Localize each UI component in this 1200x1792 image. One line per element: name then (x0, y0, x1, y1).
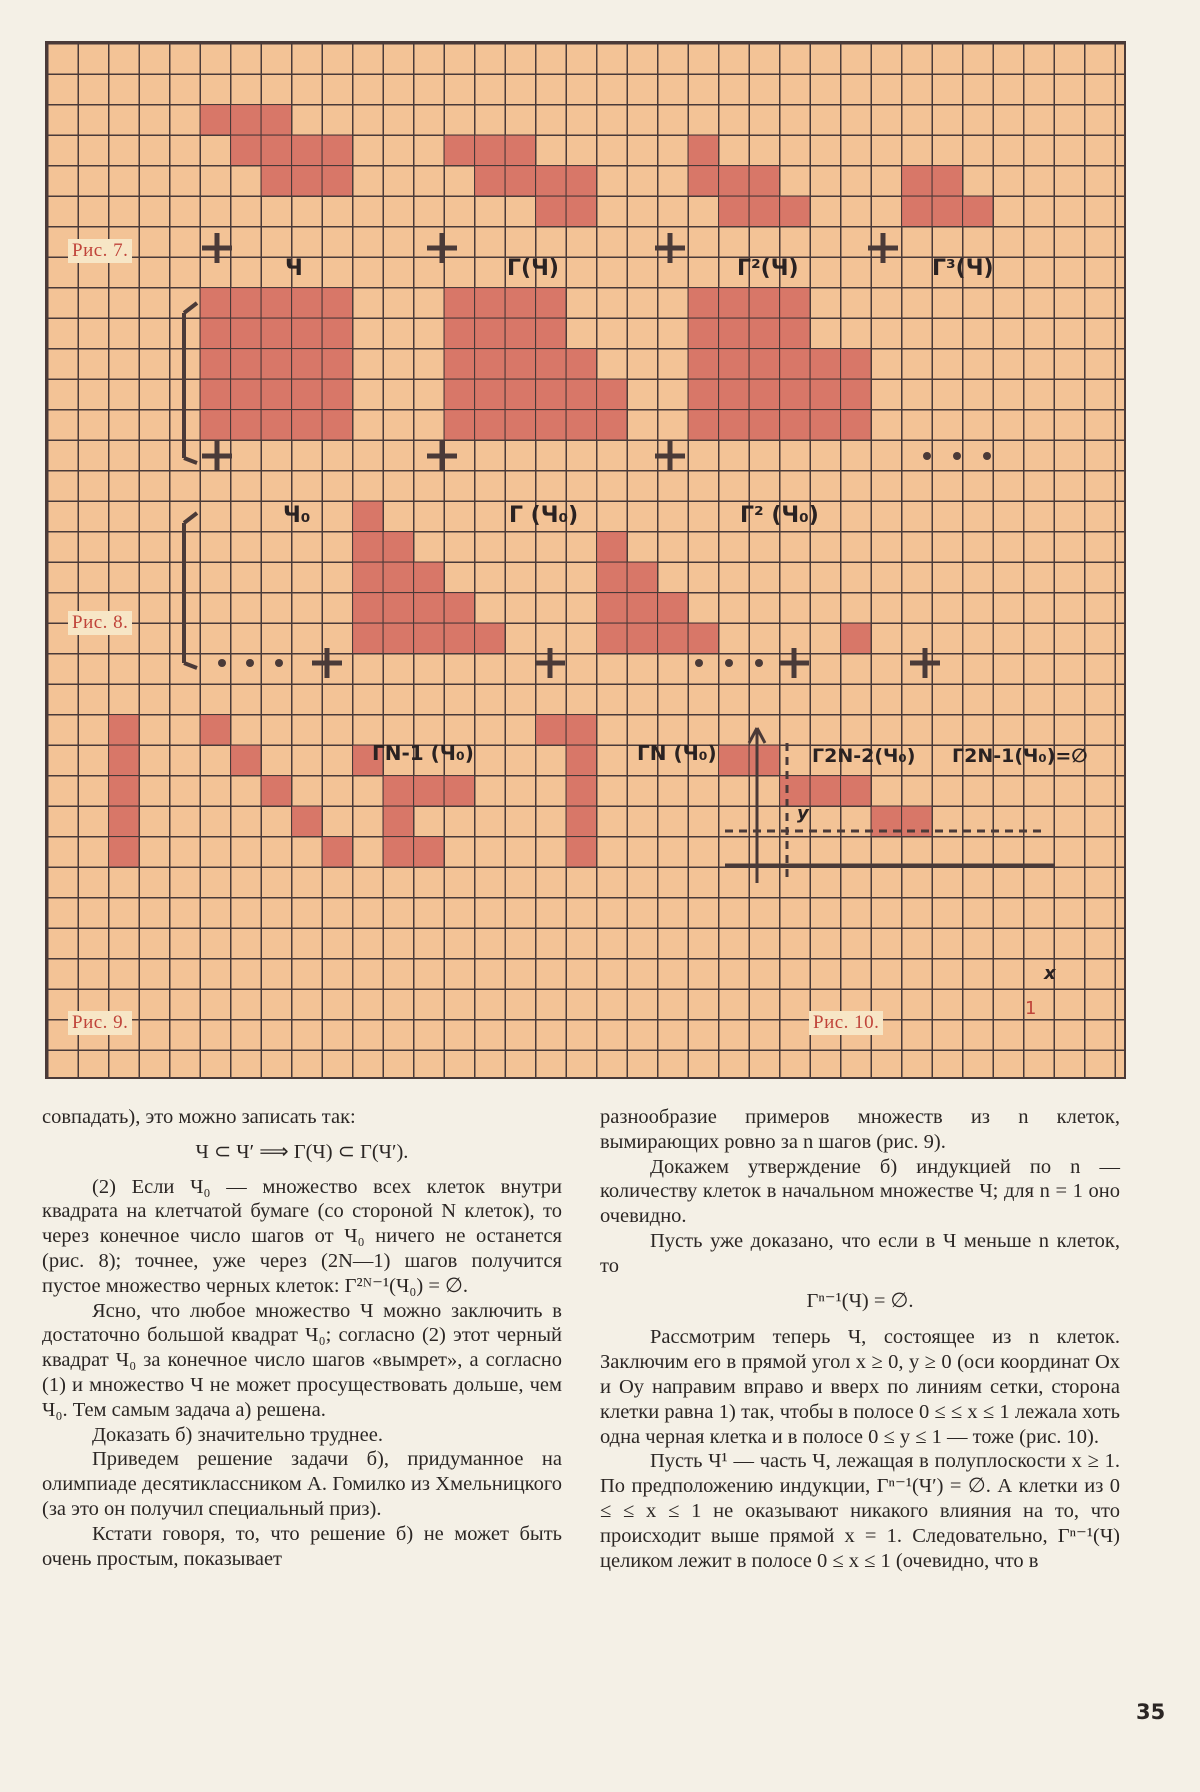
fig8-gn-1-cell (384, 563, 414, 593)
fig8-ch0-cell (292, 288, 322, 318)
fig8-ch0-cell (231, 410, 261, 440)
fig8-gn-1-cell (414, 593, 444, 623)
origin-mark (779, 648, 809, 678)
origin-mark (427, 441, 457, 471)
caption-fig8: Рис. 8. (68, 611, 132, 635)
fig7-ch-cell (262, 166, 292, 196)
ellipsis-dot (983, 452, 991, 460)
fig8-g-ch0-cell (536, 288, 566, 318)
fig9-cell (201, 715, 231, 745)
fig8-g-ch0-cell (506, 349, 536, 379)
fig10-cell (750, 746, 780, 776)
fig8-gn-1-cell (384, 532, 414, 562)
fig8-gn-1-cell (353, 563, 383, 593)
left-para-6: Кстати говоря, то, что решение б) не может быть очень простым, показывает (42, 1522, 562, 1570)
fig8-g2-ch0-cell (719, 380, 749, 410)
fig8-g-ch0-cell (536, 410, 566, 440)
ellipsis-dot (725, 659, 733, 667)
left-column (42, 1105, 562, 1571)
fig7-g-cell (445, 136, 475, 166)
label-ch: Ч (285, 256, 303, 281)
fig8-gn-1-cell (414, 624, 444, 654)
fig8-g-ch0-cell (475, 288, 505, 318)
fig8-ch0-cell (262, 288, 292, 318)
fig8-gn-cell (597, 593, 627, 623)
fig8-gn-cell (597, 624, 627, 654)
fig8-ch0-cell (262, 319, 292, 349)
fig9-cell (567, 807, 597, 837)
fig8-ch0-cell (323, 410, 353, 440)
fig8-g-ch0-cell (445, 410, 475, 440)
fig8-g-ch0-cell (536, 319, 566, 349)
origin-mark (655, 233, 685, 263)
brace (184, 513, 197, 523)
fig8-g2-ch0-cell (780, 319, 810, 349)
fig8-gn-cell (628, 624, 658, 654)
fig9-cell (384, 807, 414, 837)
fig9-cell (567, 746, 597, 776)
label-gn-ch0: ГN (Ч₀) (637, 741, 717, 765)
label-g2-ch0: Г² (Ч₀) (740, 503, 819, 528)
fig8-gn-1-cell (445, 593, 475, 623)
fig7-g3-cell (902, 197, 932, 227)
left-para-4: Доказать б) значительно труднее. (92, 1423, 383, 1446)
fig8-g-ch0-cell (506, 288, 536, 318)
origin-mark (427, 233, 457, 263)
fig7-g-cell (536, 197, 566, 227)
fig7-g3-cell (933, 166, 963, 196)
fig8-ch0-cell (231, 319, 261, 349)
fig8-gn-cell (689, 624, 719, 654)
fig8-g-ch0-cell (475, 349, 505, 379)
fig8-g2-ch0-cell (750, 349, 780, 379)
fig7-ch-cell (323, 166, 353, 196)
right-para-2: Пусть уже доказано, что если в Ч меньше n клеток, то (600, 1229, 1120, 1277)
fig7-ch-cell (231, 136, 261, 166)
fig8-g2-ch0-cell (780, 288, 810, 318)
fig7-ch-cell (231, 105, 261, 135)
fig8-ch0-cell (201, 410, 231, 440)
label-g2n-1-ch0: Г2N-1(Ч₀)=∅ (952, 745, 1088, 767)
fig8-g2-ch0-cell (811, 380, 841, 410)
axis-y-label: y (797, 803, 809, 824)
right-para-0: разнообразие примеров множеств из n клеток, вымирающих ровно за n шагов (рис. 9). (600, 1106, 1120, 1153)
right-para-4: Рассмотрим теперь Ч, состоящее из n клеток. Заключим его в прямой угол x ≥ 0, y ≥ 0 (оси координат Ox и Oy направим вправо и вверх по линиям сетки, сторона клетки равна 1) так, чтобы в полосе 0 ≤ ≤ x ≤ 1 лежала хоть одна черная клетка и в полосе 0 ≤ y ≤ 1 — тоже (рис. 10). (600, 1326, 1120, 1448)
origin-mark (910, 648, 940, 678)
fig10-cell (780, 776, 810, 806)
fig8-ch0-cell (292, 380, 322, 410)
ellipsis-dot (218, 659, 226, 667)
ellipsis-dot (695, 659, 703, 667)
fig8-g-ch0-cell (445, 380, 475, 410)
brace (184, 458, 197, 463)
fig8-g-ch0-cell (445, 349, 475, 379)
fig8-ch0-cell (231, 380, 261, 410)
fig8-gn-1-cell (353, 624, 383, 654)
fig7-ch-cell (262, 136, 292, 166)
fig8-g-ch0-cell (506, 319, 536, 349)
fig9-cell (567, 837, 597, 867)
fig8-g2-ch0-cell (689, 410, 719, 440)
fig9-cell (567, 776, 597, 806)
fig9-cell (109, 807, 139, 837)
label-ch0: Ч₀ (283, 503, 311, 528)
fig9-cell (414, 837, 444, 867)
label-g-ch: Г(Ч) (507, 256, 559, 281)
fig8-gn-1-cell (414, 563, 444, 593)
figure-drawing (47, 43, 1128, 1081)
fig10-cell (841, 776, 871, 806)
fig9-cell (292, 807, 322, 837)
caption-fig10: Рис. 10. (809, 1011, 883, 1035)
fig8-gn-1-cell (353, 593, 383, 623)
fig8-g2n-2-cell (841, 624, 871, 654)
left-para-0: совпадать), это можно записать так: (42, 1106, 356, 1128)
fig8-ch0-cell (201, 319, 231, 349)
ellipsis-dot (755, 659, 763, 667)
origin-mark (655, 441, 685, 471)
fig7-g3-cell (963, 197, 993, 227)
fig8-ch0-cell (262, 410, 292, 440)
fig8-g-ch0-cell (445, 288, 475, 318)
ellipsis-dot (246, 659, 254, 667)
fig7-ch-cell (292, 136, 322, 166)
fig8-g2-ch0-cell (750, 319, 780, 349)
fig9-cell (384, 776, 414, 806)
left-para-3: Ясно, что любое множество Ч можно заключить в достаточно большой квадрат Ч₀; согласно (2) этот черный квадрат Ч₀ за конечное число шагов «вымрет», а согласно (1) и множество Ч не может просуществовать дольше, чем Ч₀. Тем самым задача а) решена. (42, 1299, 562, 1421)
ellipsis-dot (923, 452, 931, 460)
fig9-cell (109, 837, 139, 867)
fig8-gn-1-cell (475, 624, 505, 654)
fig8-ch0-cell (201, 288, 231, 318)
right-para-5: Пусть Ч¹ — часть Ч, лежащая в полуплоскости x ≥ 1. По предположению индукции, Гⁿ⁻¹(Ч′) = ∅. А клетки из 0 ≤ ≤ x ≤ 1 не оказывают никакого влияния на то, что происходит выше прямой x = 1. Следовательно, Гⁿ⁻¹(Ч) целиком лежит в полосе 0 ≤ x ≤ 1 (очевидно, что в (600, 1450, 1120, 1572)
right-column (600, 1105, 1120, 1573)
caption-fig7: Рис. 7. (68, 239, 132, 263)
fig8-g2-ch0-cell (780, 410, 810, 440)
fig7-ch-cell (292, 166, 322, 196)
fig8-g-ch0-cell (536, 349, 566, 379)
fig7-g2-cell (689, 166, 719, 196)
fig8-ch0-cell (323, 319, 353, 349)
fig9-cell (109, 715, 139, 745)
fig8-gn-cell (628, 593, 658, 623)
fig9-cell (384, 837, 414, 867)
fig8-gn-cell (628, 563, 658, 593)
axis-one-label: 1 (1025, 998, 1037, 1019)
fig8-gn-1-cell (353, 502, 383, 532)
fig9-cell (262, 776, 292, 806)
fig8-gn-1-cell (445, 624, 475, 654)
fig7-g-cell (475, 136, 505, 166)
fig9-cell (109, 776, 139, 806)
label-g2n-2-ch0: Г2N-2(Ч₀) (812, 745, 916, 767)
fig8-gn-1-cell (353, 532, 383, 562)
fig8-g2-ch0-cell (750, 380, 780, 410)
fig8-g-ch0-cell (567, 410, 597, 440)
fig8-g2-ch0-cell (780, 380, 810, 410)
fig7-g2-cell (750, 166, 780, 196)
left-para-2: (2) Если Ч₀ — множество всех клеток внутри квадрата на клетчатой бумаге (со стороной N клеток), то через конечное число шагов от Ч₀ ничего не останется (рис. 8); точнее, уже через (2N—1) шагов получится пустое множество черных клеток: Г²ᴺ⁻¹(Ч₀) = ∅. (42, 1175, 562, 1297)
fig8-g-ch0-cell (445, 319, 475, 349)
fig8-g-ch0-cell (597, 380, 627, 410)
label-g-ch0: Г (Ч₀) (509, 503, 579, 528)
fig10-cell (719, 746, 749, 776)
origin-mark (312, 648, 342, 678)
fig8-g2-ch0-cell (811, 349, 841, 379)
fig8-ch0-cell (262, 380, 292, 410)
fig7-ch-cell (323, 136, 353, 166)
fig8-g-ch0-cell (506, 380, 536, 410)
fig7-g2-cell (719, 166, 749, 196)
fig8-g2-ch0-cell (719, 319, 749, 349)
fig8-g-ch0-cell (567, 380, 597, 410)
fig8-ch0-cell (292, 349, 322, 379)
fig8-g-ch0-cell (567, 349, 597, 379)
fig8-g2-ch0-cell (811, 410, 841, 440)
fig10-cell (811, 776, 841, 806)
origin-mark (868, 233, 898, 263)
fig8-g2-ch0-cell (780, 349, 810, 379)
fig8-g2-ch0-cell (841, 410, 871, 440)
fig8-ch0-cell (231, 288, 261, 318)
right-para-1: Докажем утверждение б) индукцией по n — количеству клеток в начальном множестве Ч; для n = 1 оно очевидно. (600, 1155, 1120, 1228)
caption-fig9: Рис. 9. (68, 1011, 132, 1035)
fig8-ch0-cell (201, 349, 231, 379)
fig8-gn-1-cell (384, 624, 414, 654)
fig7-g2-cell (780, 197, 810, 227)
fig8-g2-ch0-cell (689, 319, 719, 349)
fig7-g-cell (567, 197, 597, 227)
axis-x-label: x (1044, 963, 1056, 984)
label-g3-ch: Г³(Ч) (932, 256, 994, 281)
fig7-g-cell (506, 136, 536, 166)
origin-mark (202, 233, 232, 263)
fig8-g2-ch0-cell (689, 288, 719, 318)
fig8-g2-ch0-cell (689, 380, 719, 410)
brace (184, 303, 197, 313)
fig8-ch0-cell (292, 319, 322, 349)
fig8-gn-cell (658, 593, 688, 623)
fig8-g2-ch0-cell (841, 380, 871, 410)
fig9-cell (231, 746, 261, 776)
fig8-gn-1-cell (384, 593, 414, 623)
fig9-cell (414, 776, 444, 806)
fig8-g2-ch0-cell (750, 288, 780, 318)
fig8-g-ch0-cell (536, 380, 566, 410)
brace (184, 663, 197, 668)
page-number: 35 (1136, 1700, 1166, 1724)
fig8-g2-ch0-cell (719, 349, 749, 379)
fig7-ch-cell (262, 105, 292, 135)
fig7-g2-cell (750, 197, 780, 227)
fig7-g-cell (506, 166, 536, 196)
fig8-g-ch0-cell (475, 319, 505, 349)
ellipsis-dot (953, 452, 961, 460)
fig7-g2-cell (689, 136, 719, 166)
fig8-ch0-cell (292, 410, 322, 440)
fig8-g2-ch0-cell (719, 410, 749, 440)
fig8-g-ch0-cell (475, 380, 505, 410)
fig8-ch0-cell (201, 380, 231, 410)
fig8-ch0-cell (262, 349, 292, 379)
fig8-gn-cell (597, 532, 627, 562)
fig9-cell (567, 715, 597, 745)
fig8-g-ch0-cell (506, 410, 536, 440)
ellipsis-dot (275, 659, 283, 667)
fig8-g2-ch0-cell (689, 349, 719, 379)
fig7-g-cell (536, 166, 566, 196)
fig8-ch0-cell (323, 349, 353, 379)
left-formula: Ч ⊂ Ч′ ⟹ Г(Ч) ⊂ Г(Ч′). (195, 1140, 409, 1163)
fig8-g-ch0-cell (475, 410, 505, 440)
fig8-g2-ch0-cell (841, 349, 871, 379)
fig8-gn-cell (597, 563, 627, 593)
fig7-g-cell (567, 166, 597, 196)
right-formula: Гⁿ⁻¹(Ч) = ∅. (806, 1289, 914, 1312)
grid-figure (45, 41, 1126, 1079)
fig9-cell (536, 715, 566, 745)
fig8-g2-ch0-cell (719, 288, 749, 318)
fig8-ch0-cell (323, 288, 353, 318)
fig7-g2-cell (719, 197, 749, 227)
fig9-cell (445, 776, 475, 806)
fig8-g2-ch0-cell (750, 410, 780, 440)
fig9-cell (323, 837, 353, 867)
origin-mark (202, 441, 232, 471)
fig7-g-cell (475, 166, 505, 196)
fig7-g3-cell (902, 166, 932, 196)
fig7-ch-cell (201, 105, 231, 135)
fig9-cell (109, 746, 139, 776)
label-gn-1-ch0: ГN-1 (Ч₀) (372, 741, 474, 765)
label-g2-ch: Г²(Ч) (737, 256, 799, 281)
fig7-g3-cell (933, 197, 963, 227)
fig8-gn-cell (658, 624, 688, 654)
fig8-ch0-cell (323, 380, 353, 410)
left-para-5: Приведем решение задачи б), придуманное на олимпиаде десятиклассником А. Гомилко из Хмельницкого (за это он получил специальный приз). (42, 1448, 562, 1520)
fig8-ch0-cell (231, 349, 261, 379)
fig8-g-ch0-cell (597, 410, 627, 440)
origin-mark (535, 648, 565, 678)
